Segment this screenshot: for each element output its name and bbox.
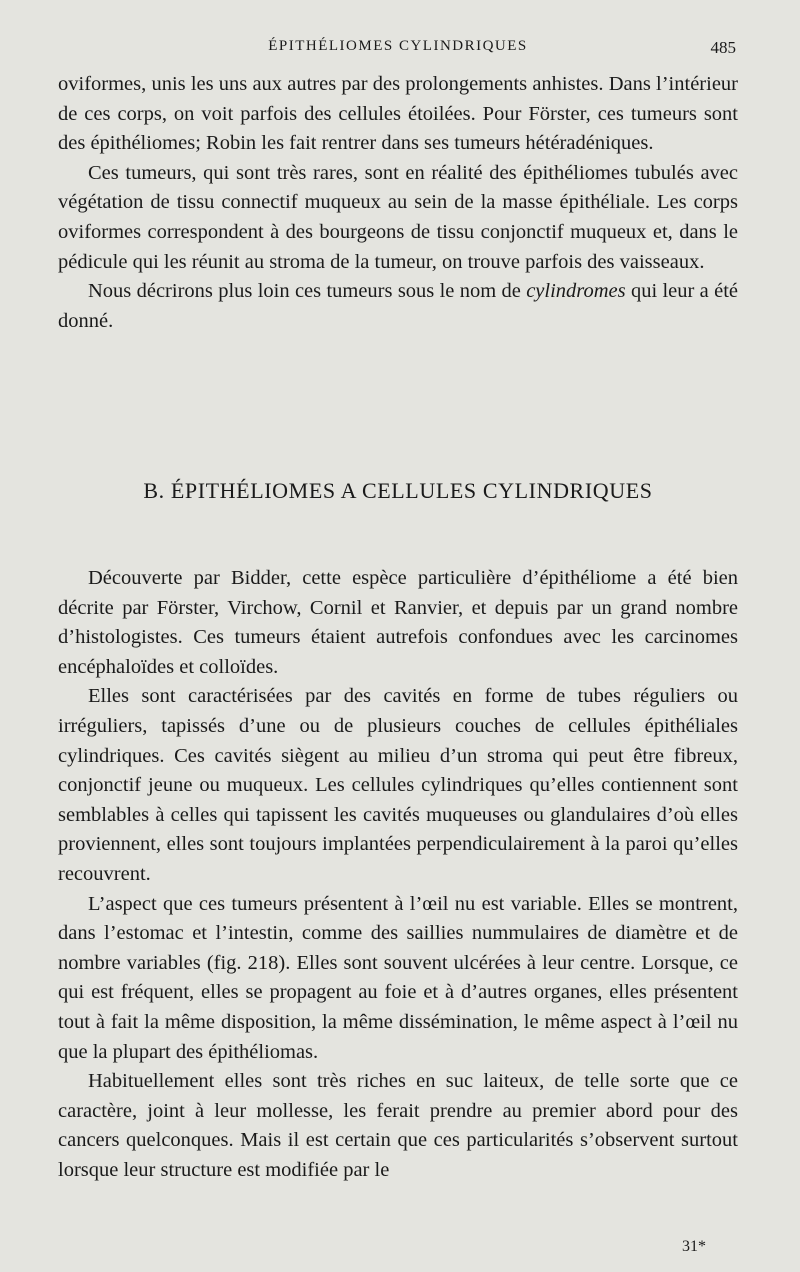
paragraph-text: qui leur a été donné. — [58, 280, 739, 332]
signature-mark: 31* — [682, 1238, 706, 1255]
emphasized-term: cylindromes — [526, 280, 626, 303]
section-text-block — [58, 564, 738, 1185]
section-heading: B. ÉPITHÉLIOMES A CELLULES CYLINDRIQUES — [143, 478, 653, 503]
page-number: 485 — [710, 38, 736, 57]
paragraph: Découverte par Bidder, cette espèce particulière d’épithéliome a été bien décrite par Förster, Virchow, Cornil et Ranvier, et depuis par un grand nombre d’histologistes. Ces tumeurs étaient autrefois confondues avec les carcinomes encéphaloïdes et colloïdes. — [58, 567, 738, 678]
paragraph — [58, 277, 738, 336]
intro-text-block — [58, 70, 738, 336]
running-head — [60, 38, 736, 60]
paragraph: Ces tumeurs, qui sont très rares, sont en réalité des épithéliomes tubulés avec végétation de tissu connectif muqueux au sein de la masse épithéliale. Les corps oviformes correspondent à des bourgeons de tissu conjonctif muqueux et, dans le pédicule qui les réunit au stroma de la tumeur, on trouve parfois des vaisseaux. — [58, 161, 738, 273]
running-title: ÉPITHÉLIOMES CYLINDRIQUES — [268, 38, 528, 54]
paragraph: L’aspect que ces tumeurs présentent à l’œil nu est variable. Elles se montrent, dans l’estomac et l’intestin, comme des saillies nummulaires de diamètre et de nombre variables (fig. 218). Elles sont souvent ulcérées à leur centre. Lorsque, ce qui est fréquent, elles se propagent au foie et à d’autres organes, elles présentent tout à fait la même disposition, la même dissémination, le même aspect à l’œil nu que la plupart des épithéliomas. — [58, 892, 738, 1063]
paragraph: oviformes, unis les uns aux autres par des prolongements anhistes. Dans l’intérieur de ces corps, on voit parfois des cellules étoilées. Pour Förster, ces tumeurs sont des épithéliomes; Robin les fait rentrer dans ses tumeurs hétéradéniques. — [58, 73, 738, 155]
paragraph: Elles sont caractérisées par des cavités en forme de tubes réguliers ou irréguliers, tapissés d’une ou de plusieurs couches de cellules épithéliales cylindriques. Ces cavités siègent au milieu d’un stroma qui peut être fibreux, conjonctif jeune ou muqueux. Les cellules cylindriques qu’elles contiennent sont semblables à celles qui tapissent les cavités muqueuses ou glandulaires d’où elles proviennent, elles sont toujours implantées perpendiculairement à la paroi qu’elles recouvrent. — [58, 685, 738, 885]
paragraph-text: Nous décrirons plus loin ces tumeurs sous le nom de — [88, 280, 527, 303]
paragraph: Habituellement elles sont très riches en suc laiteux, de telle sorte que ce caractère, joint à leur mollesse, les ferait prendre au premier abord pour des cancers quelconques. Mais il est certain que ces particularités s’observent surtout lorsque leur structure est modifiée par le — [58, 1070, 738, 1181]
